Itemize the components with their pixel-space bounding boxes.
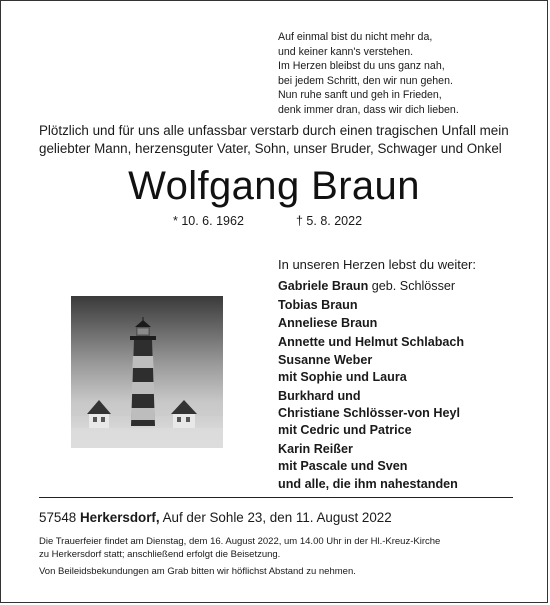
postal-code: 57548 xyxy=(39,510,77,525)
poem-line: Auf einmal bist du nicht mehr da, xyxy=(278,31,433,43)
lighthouse-photo xyxy=(71,296,223,448)
address-line xyxy=(39,510,392,525)
poem-line: Nun ruhe sanft und geh in Frieden, xyxy=(278,89,442,102)
survivor-name: Karin Reißer xyxy=(278,441,353,456)
survivor-name: Gabriele Braun xyxy=(278,279,369,293)
notice-line: Die Trauerfeier findet am Dienstag, dem 16. August 2022, um 14.00 Uhr in der Hl.-Kreuz-Kirche xyxy=(39,536,441,547)
survivor-name: Burkhard und xyxy=(278,388,361,403)
announcement-text xyxy=(39,122,519,158)
announcement-line: Plötzlich und für uns alle unfassbar verstarb durch einen tragischen Unfall mein xyxy=(39,123,509,138)
divider xyxy=(39,497,513,498)
birth-date: * 10. 6. 1962 xyxy=(173,214,244,228)
survivor-name: Susanne Weber xyxy=(278,353,373,368)
deceased-name: Wolfgang Braun xyxy=(128,164,420,208)
poem xyxy=(278,30,459,118)
poem-line: denk immer dran, dass wir dich lieben. xyxy=(278,103,459,116)
survivor-entry xyxy=(278,334,528,351)
poem-line: bei jedem Schritt, den wir nun gehen. xyxy=(278,74,453,87)
survivor-name: Tobias Braun xyxy=(278,297,358,312)
survivor-entry xyxy=(278,315,528,332)
notice-line: Von Beileidsbekundungen am Grab bitten wir höflichst Abstand zu nehmen. xyxy=(39,566,356,577)
survivor-entry xyxy=(278,352,528,386)
survivor-entry xyxy=(278,388,528,439)
death-date: † 5. 8. 2022 xyxy=(296,214,363,228)
announcement-line: geliebter Mann, herzensguter Vater, Sohn, unser Bruder, Schwager und Onkel xyxy=(39,141,502,156)
survivor-name: mit Pascale und Sven xyxy=(278,458,408,473)
notice-line: zu Herkersdorf statt; anschließend erfolgt die Beisetzung. xyxy=(39,549,281,560)
poem-line: und keiner kann's verstehen. xyxy=(278,45,414,58)
survivors-heading: In unseren Herzen lebst du weiter: xyxy=(278,257,476,272)
survivor-entry xyxy=(278,278,528,295)
town: Herkersdorf, xyxy=(79,510,160,525)
street: Auf der Sohle 23, den xyxy=(162,510,293,525)
funeral-notice xyxy=(39,535,519,578)
survivor-name: und alle, die ihm nahestanden xyxy=(278,477,458,492)
survivor-name: mit Sophie und Laura xyxy=(278,370,407,385)
survivor-name: Christiane Schlösser-von Heyl xyxy=(278,405,460,420)
date: 11. August 2022 xyxy=(295,510,392,525)
survivor-entry xyxy=(278,297,528,314)
survivor-name: Anneliese Braun xyxy=(278,316,378,331)
survivor-name: mit Cedric und Patrice xyxy=(278,422,412,437)
survivor-entry xyxy=(278,476,528,493)
maiden-name-note: geb. Schlösser xyxy=(371,279,456,293)
survivor-name: Annette und Helmut Schlabach xyxy=(278,334,465,349)
survivor-entry xyxy=(278,441,528,475)
poem-line: Im Herzen bleibst du uns ganz nah, xyxy=(278,60,445,73)
survivors-list xyxy=(278,278,528,495)
